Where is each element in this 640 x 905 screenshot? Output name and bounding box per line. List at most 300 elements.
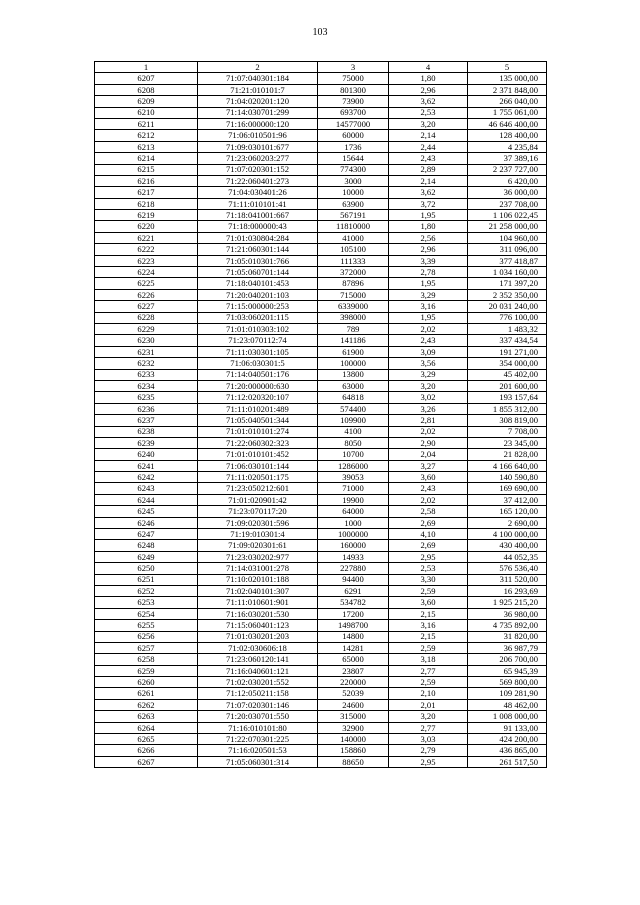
table-row — [95, 654, 547, 665]
row-number-cell: 6226 — [95, 289, 198, 300]
rate-cell: 3,09 — [389, 346, 468, 357]
amount-cell: 424 200,00 — [468, 734, 547, 745]
row-number-cell: 6220 — [95, 221, 198, 232]
amount-cell: 206 700,00 — [468, 654, 547, 665]
cadastral-number-cell: 71:16:010101:80 — [198, 722, 318, 733]
row-number-cell: 6244 — [95, 494, 198, 505]
area-cell: 65000 — [318, 654, 389, 665]
row-number-cell: 6259 — [95, 665, 198, 676]
amount-cell: 45 402,00 — [468, 369, 547, 380]
area-cell: 71000 — [318, 483, 389, 494]
amount-cell: 201 600,00 — [468, 380, 547, 391]
row-number-cell: 6263 — [95, 711, 198, 722]
row-number-cell: 6246 — [95, 517, 198, 528]
cadastral-number-cell: 71:06:030301:5 — [198, 358, 318, 369]
cadastral-number-cell: 71:23:050212:601 — [198, 483, 318, 494]
rate-cell: 3,30 — [389, 574, 468, 585]
amount-cell: 165 120,00 — [468, 506, 547, 517]
table-row — [95, 198, 547, 209]
amount-cell: 7 708,00 — [468, 426, 547, 437]
rate-cell: 3,16 — [389, 301, 468, 312]
area-cell: 1736 — [318, 141, 389, 152]
cadastral-number-cell: 71:14:030701:299 — [198, 107, 318, 118]
cadastral-number-cell: 71:06:030101:144 — [198, 460, 318, 471]
table-row — [95, 380, 547, 391]
amount-cell: 169 690,00 — [468, 483, 547, 494]
rate-cell: 2,78 — [389, 267, 468, 278]
rate-cell: 1,95 — [389, 278, 468, 289]
amount-cell: 1 008 000,00 — [468, 711, 547, 722]
area-cell: 41000 — [318, 232, 389, 243]
cadastral-number-cell: 71:01:010101:452 — [198, 449, 318, 460]
amount-cell: 2 371 848,00 — [468, 84, 547, 95]
table-row — [95, 585, 547, 596]
amount-cell: 65 945,39 — [468, 665, 547, 676]
cadastral-number-cell: 71:04:030401:26 — [198, 187, 318, 198]
rate-cell: 2,79 — [389, 745, 468, 756]
cadastral-number-cell: 71:21:010101:7 — [198, 84, 318, 95]
row-number-cell: 6223 — [95, 255, 198, 266]
row-number-cell: 6224 — [95, 267, 198, 278]
cadastral-number-cell: 71:01:020901:42 — [198, 494, 318, 505]
amount-cell: 16 293,69 — [468, 585, 547, 596]
area-cell: 220000 — [318, 677, 389, 688]
table-row — [95, 665, 547, 676]
rate-cell: 2,15 — [389, 608, 468, 619]
amount-cell: 776 100,00 — [468, 312, 547, 323]
table-row — [95, 722, 547, 733]
rate-cell: 2,69 — [389, 540, 468, 551]
cadastral-number-cell: 71:11:010201:489 — [198, 403, 318, 414]
area-cell: 100000 — [318, 358, 389, 369]
area-cell: 315000 — [318, 711, 389, 722]
amount-cell: 1 855 312,00 — [468, 403, 547, 414]
rate-cell: 2,96 — [389, 244, 468, 255]
area-cell: 19900 — [318, 494, 389, 505]
amount-cell: 4 235,84 — [468, 141, 547, 152]
amount-cell: 1 106 022,45 — [468, 210, 547, 221]
cadastral-number-cell: 71:12:020320:107 — [198, 392, 318, 403]
cadastral-number-cell: 71:12:050211:158 — [198, 688, 318, 699]
table-row — [95, 608, 547, 619]
rate-cell: 1,95 — [389, 210, 468, 221]
amount-cell: 37 412,00 — [468, 494, 547, 505]
rate-cell: 3,20 — [389, 711, 468, 722]
area-cell: 17200 — [318, 608, 389, 619]
row-number-cell: 6237 — [95, 415, 198, 426]
table-row — [95, 301, 547, 312]
rate-cell: 2,59 — [389, 677, 468, 688]
table-row — [95, 551, 547, 562]
cadastral-number-cell: 71:05:040501:344 — [198, 415, 318, 426]
page-number: 103 — [312, 27, 328, 38]
header-row — [95, 62, 547, 73]
cadastral-number-cell: 71:05:060701:144 — [198, 267, 318, 278]
column-header: 1 — [95, 62, 198, 73]
cadastral-number-cell: 71:04:020201:120 — [198, 96, 318, 107]
row-number-cell: 6266 — [95, 745, 198, 756]
area-cell: 63900 — [318, 198, 389, 209]
amount-cell: 135 000,00 — [468, 73, 547, 84]
cadastral-number-cell: 71:06:010501:96 — [198, 130, 318, 141]
cadastral-number-cell: 71:16:020501:53 — [198, 745, 318, 756]
amount-cell: 37 389,16 — [468, 153, 547, 164]
row-number-cell: 6207 — [95, 73, 198, 84]
area-cell: 109900 — [318, 415, 389, 426]
cadastral-number-cell: 71:23:070117:20 — [198, 506, 318, 517]
table-row — [95, 323, 547, 334]
row-number-cell: 6267 — [95, 756, 198, 767]
rate-cell: 3,02 — [389, 392, 468, 403]
cadastral-number-cell: 71:10:020101:188 — [198, 574, 318, 585]
rate-cell: 3,29 — [389, 369, 468, 380]
row-number-cell: 6264 — [95, 722, 198, 733]
area-cell: 60000 — [318, 130, 389, 141]
row-number-cell: 6225 — [95, 278, 198, 289]
rate-cell: 2,02 — [389, 494, 468, 505]
table-row — [95, 677, 547, 688]
amount-cell: 91 133,00 — [468, 722, 547, 733]
area-cell: 140000 — [318, 734, 389, 745]
row-number-cell: 6210 — [95, 107, 198, 118]
table-row — [95, 415, 547, 426]
cadastral-number-cell: 71:16:030201:530 — [198, 608, 318, 619]
table-row — [95, 756, 547, 767]
table-row — [95, 221, 547, 232]
rate-cell: 2,10 — [389, 688, 468, 699]
rate-cell: 1,80 — [389, 221, 468, 232]
area-cell: 4100 — [318, 426, 389, 437]
cadastral-number-cell: 71:22:060302:323 — [198, 437, 318, 448]
cadastral-number-cell: 71:19:010301:4 — [198, 529, 318, 540]
area-cell: 105100 — [318, 244, 389, 255]
table-row — [95, 346, 547, 357]
table-row — [95, 403, 547, 414]
area-cell: 52039 — [318, 688, 389, 699]
rate-cell: 3,60 — [389, 472, 468, 483]
cadastral-number-cell: 71:16:040601:121 — [198, 665, 318, 676]
row-number-cell: 6238 — [95, 426, 198, 437]
area-cell: 158860 — [318, 745, 389, 756]
area-cell: 94400 — [318, 574, 389, 585]
data-table — [94, 61, 547, 768]
rate-cell: 1,95 — [389, 312, 468, 323]
table-row — [95, 84, 547, 95]
rate-cell: 2,43 — [389, 153, 468, 164]
area-cell: 801300 — [318, 84, 389, 95]
table-row — [95, 232, 547, 243]
cadastral-number-cell: 71:09:030101:677 — [198, 141, 318, 152]
cadastral-number-cell: 71:05:010301:766 — [198, 255, 318, 266]
amount-cell: 2 237 727,00 — [468, 164, 547, 175]
cadastral-number-cell: 71:01:010303:102 — [198, 323, 318, 334]
row-number-cell: 6248 — [95, 540, 198, 551]
row-number-cell: 6208 — [95, 84, 198, 95]
area-cell: 227880 — [318, 563, 389, 574]
table-row — [95, 278, 547, 289]
cadastral-number-cell: 71:20:030701:550 — [198, 711, 318, 722]
cadastral-number-cell: 71:20:040201:103 — [198, 289, 318, 300]
amount-cell: 20 031 240,00 — [468, 301, 547, 312]
rate-cell: 3,27 — [389, 460, 468, 471]
table-row — [95, 96, 547, 107]
cadastral-number-cell: 71:21:060301:144 — [198, 244, 318, 255]
table-row — [95, 620, 547, 631]
table-row — [95, 267, 547, 278]
amount-cell: 2 352 350,00 — [468, 289, 547, 300]
area-cell: 574400 — [318, 403, 389, 414]
amount-cell: 576 536,40 — [468, 563, 547, 574]
cadastral-number-cell: 71:22:060401:273 — [198, 175, 318, 186]
area-cell: 14800 — [318, 631, 389, 642]
table-row — [95, 711, 547, 722]
table-body — [95, 73, 547, 768]
table-row — [95, 517, 547, 528]
amount-cell: 311 096,00 — [468, 244, 547, 255]
area-cell: 160000 — [318, 540, 389, 551]
column-header: 3 — [318, 62, 389, 73]
table-row — [95, 358, 547, 369]
rate-cell: 2,01 — [389, 699, 468, 710]
row-number-cell: 6257 — [95, 642, 198, 653]
row-number-cell: 6228 — [95, 312, 198, 323]
row-number-cell: 6211 — [95, 118, 198, 129]
row-number-cell: 6262 — [95, 699, 198, 710]
table-row — [95, 255, 547, 266]
row-number-cell: 6218 — [95, 198, 198, 209]
rate-cell: 2,14 — [389, 175, 468, 186]
amount-cell: 193 157,64 — [468, 392, 547, 403]
area-cell: 73900 — [318, 96, 389, 107]
table-row — [95, 141, 547, 152]
cadastral-number-cell: 71:01:030804:284 — [198, 232, 318, 243]
amount-cell: 31 820,00 — [468, 631, 547, 642]
amount-cell: 261 517,50 — [468, 756, 547, 767]
amount-cell: 311 520,00 — [468, 574, 547, 585]
rate-cell: 3,56 — [389, 358, 468, 369]
cadastral-number-cell: 71:02:030606:18 — [198, 642, 318, 653]
rate-cell: 2,96 — [389, 84, 468, 95]
table-row — [95, 494, 547, 505]
column-header: 2 — [198, 62, 318, 73]
amount-cell: 21 258 000,00 — [468, 221, 547, 232]
table-row — [95, 483, 547, 494]
table-row — [95, 312, 547, 323]
area-cell: 14281 — [318, 642, 389, 653]
row-number-cell: 6230 — [95, 335, 198, 346]
cadastral-number-cell: 71:23:060203:277 — [198, 153, 318, 164]
table-row — [95, 335, 547, 346]
cadastral-number-cell: 71:22:070301:225 — [198, 734, 318, 745]
table-row — [95, 734, 547, 745]
row-number-cell: 6242 — [95, 472, 198, 483]
column-header: 5 — [468, 62, 547, 73]
rate-cell: 3,20 — [389, 118, 468, 129]
row-number-cell: 6254 — [95, 608, 198, 619]
table-row — [95, 289, 547, 300]
amount-cell: 1 483,32 — [468, 323, 547, 334]
amount-cell: 44 052,35 — [468, 551, 547, 562]
area-cell: 1000000 — [318, 529, 389, 540]
table-row — [95, 472, 547, 483]
rate-cell: 3,29 — [389, 289, 468, 300]
table-row — [95, 460, 547, 471]
cadastral-number-cell: 71:01:010101:274 — [198, 426, 318, 437]
table-row — [95, 369, 547, 380]
row-number-cell: 6231 — [95, 346, 198, 357]
area-cell: 61900 — [318, 346, 389, 357]
cadastral-number-cell: 71:05:060301:314 — [198, 756, 318, 767]
rate-cell: 3,03 — [389, 734, 468, 745]
cadastral-number-cell: 71:07:020301:152 — [198, 164, 318, 175]
row-number-cell: 6219 — [95, 210, 198, 221]
rate-cell: 2,77 — [389, 722, 468, 733]
table-row — [95, 642, 547, 653]
area-cell: 534782 — [318, 597, 389, 608]
area-cell: 567191 — [318, 210, 389, 221]
row-number-cell: 6229 — [95, 323, 198, 334]
cadastral-number-cell: 71:14:031001:278 — [198, 563, 318, 574]
area-cell: 24600 — [318, 699, 389, 710]
table-row — [95, 529, 547, 540]
amount-cell: 46 646 400,00 — [468, 118, 547, 129]
rate-cell: 3,72 — [389, 198, 468, 209]
row-number-cell: 6260 — [95, 677, 198, 688]
cadastral-number-cell: 71:23:030202:977 — [198, 551, 318, 562]
rate-cell: 2,53 — [389, 107, 468, 118]
amount-cell: 48 462,00 — [468, 699, 547, 710]
amount-cell: 4 100 000,00 — [468, 529, 547, 540]
row-number-cell: 6240 — [95, 449, 198, 460]
amount-cell: 36 000,00 — [468, 187, 547, 198]
row-number-cell: 6212 — [95, 130, 198, 141]
row-number-cell: 6241 — [95, 460, 198, 471]
rate-cell: 2,81 — [389, 415, 468, 426]
cadastral-number-cell: 71:09:020301:61 — [198, 540, 318, 551]
area-cell: 372000 — [318, 267, 389, 278]
cadastral-number-cell: 71:20:000000:630 — [198, 380, 318, 391]
rate-cell: 3,62 — [389, 96, 468, 107]
row-number-cell: 6243 — [95, 483, 198, 494]
rate-cell: 2,77 — [389, 665, 468, 676]
area-cell: 63000 — [318, 380, 389, 391]
amount-cell: 128 400,00 — [468, 130, 547, 141]
cadastral-number-cell: 71:11:010101:41 — [198, 198, 318, 209]
table-row — [95, 688, 547, 699]
amount-cell: 36 980,00 — [468, 608, 547, 619]
row-number-cell: 6245 — [95, 506, 198, 517]
table-row — [95, 392, 547, 403]
amount-cell: 337 434,54 — [468, 335, 547, 346]
amount-cell: 569 800,00 — [468, 677, 547, 688]
area-cell: 87896 — [318, 278, 389, 289]
row-number-cell: 6249 — [95, 551, 198, 562]
amount-cell: 308 819,00 — [468, 415, 547, 426]
area-cell: 13800 — [318, 369, 389, 380]
row-number-cell: 6255 — [95, 620, 198, 631]
table-row — [95, 164, 547, 175]
amount-cell: 21 828,00 — [468, 449, 547, 460]
amount-cell: 6 420,00 — [468, 175, 547, 186]
cadastral-number-cell: 71:02:040101:307 — [198, 585, 318, 596]
row-number-cell: 6253 — [95, 597, 198, 608]
area-cell: 774300 — [318, 164, 389, 175]
area-cell: 14577000 — [318, 118, 389, 129]
amount-cell: 1 925 215,20 — [468, 597, 547, 608]
rate-cell: 2,44 — [389, 141, 468, 152]
table-row — [95, 449, 547, 460]
cadastral-number-cell: 71:15:000000:253 — [198, 301, 318, 312]
cadastral-number-cell: 71:16:000000:120 — [198, 118, 318, 129]
area-cell: 693700 — [318, 107, 389, 118]
amount-cell: 1 034 160,00 — [468, 267, 547, 278]
rate-cell: 2,95 — [389, 756, 468, 767]
rate-cell: 3,16 — [389, 620, 468, 631]
rate-cell: 3,18 — [389, 654, 468, 665]
table-row — [95, 107, 547, 118]
cadastral-number-cell: 71:02:030201:552 — [198, 677, 318, 688]
cadastral-number-cell: 71:11:020501:175 — [198, 472, 318, 483]
rate-cell: 3,60 — [389, 597, 468, 608]
table-row — [95, 210, 547, 221]
row-number-cell: 6250 — [95, 563, 198, 574]
rate-cell: 3,62 — [389, 187, 468, 198]
area-cell: 14933 — [318, 551, 389, 562]
table-row — [95, 563, 547, 574]
cadastral-number-cell: 71:11:010601:901 — [198, 597, 318, 608]
area-cell: 789 — [318, 323, 389, 334]
rate-cell: 2,15 — [389, 631, 468, 642]
table-row — [95, 745, 547, 756]
area-cell: 6339000 — [318, 301, 389, 312]
cadastral-number-cell: 71:11:030301:105 — [198, 346, 318, 357]
amount-cell: 354 000,00 — [468, 358, 547, 369]
area-cell: 715000 — [318, 289, 389, 300]
row-number-cell: 6261 — [95, 688, 198, 699]
amount-cell: 36 987,79 — [468, 642, 547, 653]
row-number-cell: 6221 — [95, 232, 198, 243]
row-number-cell: 6216 — [95, 175, 198, 186]
table-row — [95, 437, 547, 448]
rate-cell: 2,04 — [389, 449, 468, 460]
table-row — [95, 699, 547, 710]
rate-cell: 2,56 — [389, 232, 468, 243]
row-number-cell: 6256 — [95, 631, 198, 642]
amount-cell: 266 040,00 — [468, 96, 547, 107]
area-cell: 23807 — [318, 665, 389, 676]
row-number-cell: 6265 — [95, 734, 198, 745]
row-number-cell: 6252 — [95, 585, 198, 596]
row-number-cell: 6236 — [95, 403, 198, 414]
amount-cell: 109 281,90 — [468, 688, 547, 699]
area-cell: 8050 — [318, 437, 389, 448]
rate-cell: 3,26 — [389, 403, 468, 414]
rate-cell: 2,43 — [389, 483, 468, 494]
table-row — [95, 187, 547, 198]
rate-cell: 2,59 — [389, 585, 468, 596]
area-cell: 32900 — [318, 722, 389, 733]
column-header: 4 — [389, 62, 468, 73]
cadastral-number-cell: 71:07:020301:146 — [198, 699, 318, 710]
rate-cell: 2,14 — [389, 130, 468, 141]
rate-cell: 2,95 — [389, 551, 468, 562]
row-number-cell: 6227 — [95, 301, 198, 312]
rate-cell: 2,58 — [389, 506, 468, 517]
amount-cell: 104 960,00 — [468, 232, 547, 243]
area-cell: 6291 — [318, 585, 389, 596]
table-row — [95, 597, 547, 608]
rate-cell: 2,53 — [389, 563, 468, 574]
